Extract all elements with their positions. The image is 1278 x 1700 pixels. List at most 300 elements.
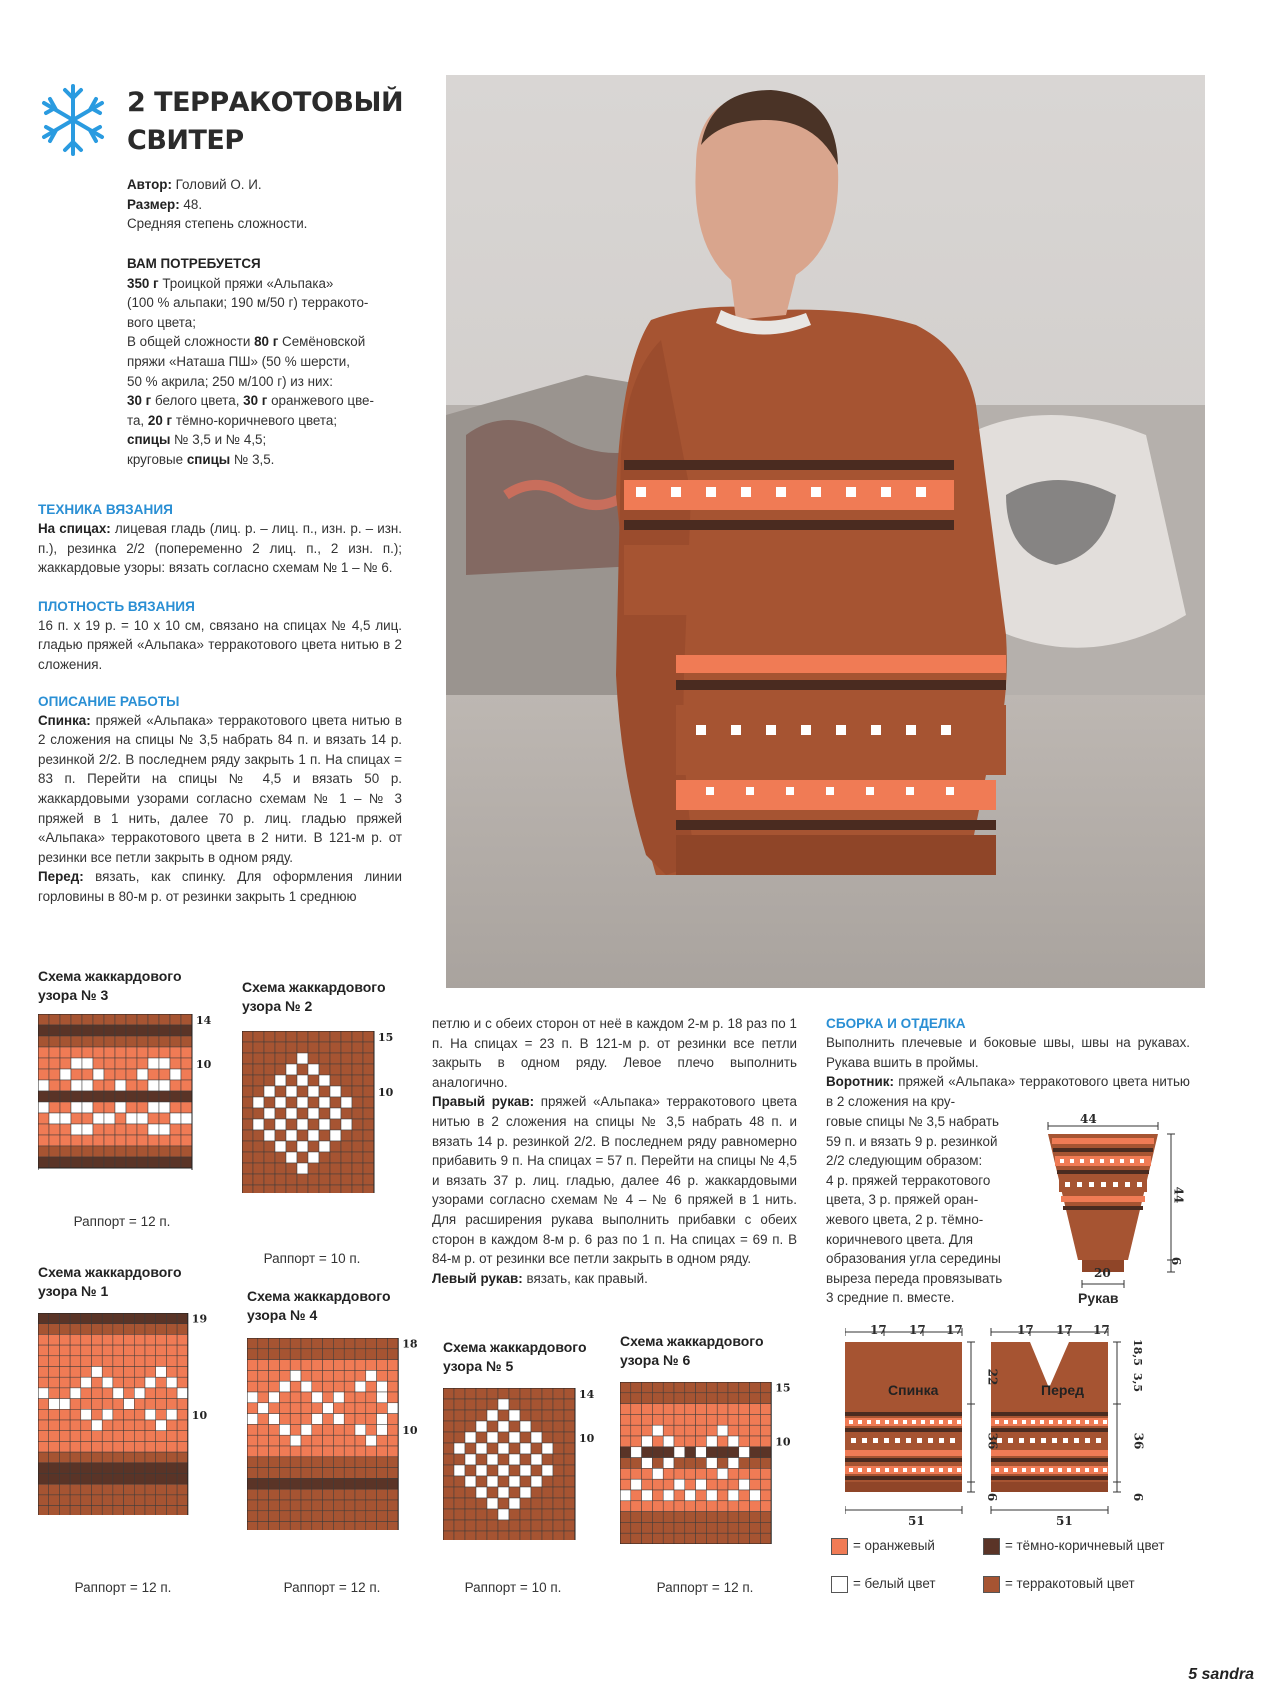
schematic-dot: [1031, 1468, 1035, 1472]
chart-cell: [71, 1025, 82, 1036]
chart-cell: [308, 1141, 319, 1152]
chart-cell: [166, 1356, 177, 1367]
chart-cell: [663, 1501, 674, 1512]
chart-cell: [352, 1097, 363, 1108]
chart-cell: [102, 1399, 113, 1410]
chart-cell: [542, 1399, 553, 1410]
chart-cell: [275, 1119, 286, 1130]
mat-line-3: вого цвета;: [127, 314, 196, 330]
schematic-dot: [876, 1420, 880, 1424]
chart-cell: [319, 1152, 330, 1163]
chart-cell: [387, 1478, 398, 1489]
schematic-dot: [903, 1420, 907, 1424]
schematic-dot: [1040, 1420, 1044, 1424]
chart-cell: [71, 1146, 82, 1157]
chart-cell: [181, 1058, 192, 1069]
schematic-band: [991, 1412, 1108, 1416]
page-number: 5 sandra: [1188, 1666, 1254, 1683]
chart-cell: [631, 1425, 642, 1436]
chart-cell: [126, 1113, 137, 1124]
chart-cell: [38, 1324, 49, 1335]
chart-cell: [279, 1349, 290, 1360]
chart-cell: [333, 1500, 344, 1511]
chart-cell: [642, 1490, 653, 1501]
chart-cell: [620, 1490, 631, 1501]
schematic-dot: [1031, 1420, 1035, 1424]
chart-cell: [275, 1174, 286, 1185]
chart-cell: [620, 1425, 631, 1436]
chart-cell: [275, 1185, 286, 1193]
chart-cell: [242, 1141, 253, 1152]
chart-cell: [487, 1465, 498, 1476]
chart-cell: [156, 1409, 167, 1420]
chart-cell: [297, 1064, 308, 1075]
chart-cell: [113, 1463, 124, 1474]
chart-cell: [531, 1388, 542, 1399]
chart-cell: [49, 1420, 60, 1431]
chart-cell: [706, 1522, 717, 1533]
chart-cell: [124, 1356, 135, 1367]
schematic-band: [845, 1458, 962, 1462]
chart-cell: [366, 1435, 377, 1446]
chart-cell: [286, 1031, 297, 1042]
chart-cell: [366, 1403, 377, 1414]
left-sleeve-label: Левый рукав:: [432, 1270, 523, 1286]
middle-column: [432, 1014, 797, 1288]
description-heading: ОПИСАНИЕ РАБОТЫ: [38, 693, 180, 709]
chart-cell: [177, 1441, 188, 1452]
chart-cell: [739, 1458, 750, 1469]
chart-cell: [264, 1097, 275, 1108]
chart-cell: [564, 1410, 575, 1421]
chart-cell: [113, 1484, 124, 1495]
chart-cell: [92, 1463, 103, 1474]
chart-cell: [279, 1457, 290, 1468]
chart-cell: [104, 1080, 115, 1091]
chart6-title-1: Схема жаккардового: [620, 1333, 764, 1349]
chart-cell: [279, 1370, 290, 1381]
chart-cell: [134, 1474, 145, 1485]
chart-cell: [104, 1091, 115, 1102]
chart-cell: [760, 1533, 771, 1544]
chart-cell: [102, 1367, 113, 1378]
chart-cell: [93, 1113, 104, 1124]
chart-cell: [476, 1531, 487, 1540]
chart-cell: [181, 1157, 192, 1168]
chart-cell: [264, 1185, 275, 1193]
chart-cell: [126, 1069, 137, 1080]
chart-cell: [253, 1075, 264, 1086]
chart-cell: [531, 1410, 542, 1421]
chart-cell: [476, 1388, 487, 1399]
chart-cell: [323, 1522, 334, 1530]
chart-cell: [323, 1392, 334, 1403]
chart-cell: [286, 1152, 297, 1163]
chart-cell: [145, 1409, 156, 1420]
chart-cell: [685, 1436, 696, 1447]
chart-cell: [170, 1102, 181, 1113]
schematic-dot: [1085, 1420, 1089, 1424]
chart-cell: [59, 1495, 70, 1506]
chart-cell: [159, 1091, 170, 1102]
chart-cell: [71, 1080, 82, 1091]
chart-cell: [308, 1185, 319, 1193]
chart-cell: [286, 1119, 297, 1130]
chart-cell: [159, 1146, 170, 1157]
chart-cell: [663, 1490, 674, 1501]
chart-cell: [387, 1446, 398, 1457]
chart-cell: [750, 1458, 761, 1469]
chart-cell: [341, 1042, 352, 1053]
chart-cell: [312, 1370, 323, 1381]
chart-cell: [387, 1489, 398, 1500]
chart-cell: [301, 1424, 312, 1435]
chart-cell: [631, 1479, 642, 1490]
chart-cell: [717, 1533, 728, 1544]
chart-cell: [542, 1465, 553, 1476]
chart-cell: [148, 1047, 159, 1058]
chart-cell: [290, 1424, 301, 1435]
chart-cell: [275, 1064, 286, 1075]
chart-cell: [166, 1334, 177, 1345]
chart-cell: [38, 1345, 49, 1356]
chart-cell: [59, 1441, 70, 1452]
chart-cell: [269, 1424, 280, 1435]
chart-cell: [652, 1404, 663, 1415]
chart-cell: [148, 1102, 159, 1113]
chart-cell: [60, 1058, 71, 1069]
chart-cell: [750, 1468, 761, 1479]
chart-cell: [652, 1468, 663, 1479]
chart-cell: [728, 1533, 739, 1544]
chart-cell: [104, 1102, 115, 1113]
chart-cell: [290, 1468, 301, 1479]
chart-cell: [341, 1075, 352, 1086]
chart-cell: [312, 1489, 323, 1500]
legend-darkbrown-swatch: [983, 1538, 1000, 1555]
chart-cell: [330, 1075, 341, 1086]
chart-cell: [81, 1495, 92, 1506]
chart-cell: [312, 1457, 323, 1468]
chart-cell: [279, 1414, 290, 1425]
chart-cell: [134, 1495, 145, 1506]
chart-cell: [102, 1463, 113, 1474]
chart-cell: [330, 1064, 341, 1075]
chart-cell: [663, 1404, 674, 1415]
chart-cell: [717, 1393, 728, 1404]
chart-cell: [269, 1468, 280, 1479]
chart-cell: [170, 1146, 181, 1157]
chart-cell: [553, 1498, 564, 1509]
collar-line: говые спицы № 3,5 набрать: [826, 1114, 1000, 1129]
left-sleeve-body: вязать, как правый.: [526, 1270, 648, 1286]
chart-cell: [663, 1512, 674, 1523]
sleeve-top-width: 44: [1080, 1112, 1097, 1126]
chart-cell: [620, 1414, 631, 1425]
chart-cell: [760, 1447, 771, 1458]
legend-terracotta: = терракотовый цвет: [1005, 1576, 1135, 1591]
chart-cell: [301, 1511, 312, 1522]
chart-cell: [81, 1334, 92, 1345]
chart-cell: [750, 1414, 761, 1425]
chart-cell: [739, 1533, 750, 1544]
front-body: вязать, как спинку. Для оформления линии горловины в 80-м р. от резинки закрыть 1 среднюю: [38, 869, 402, 904]
chart-cell: [156, 1420, 167, 1431]
chart-cell: [387, 1360, 398, 1371]
chart-cell: [253, 1163, 264, 1174]
chart-cell: [159, 1080, 170, 1091]
chart-cell: [454, 1509, 465, 1520]
chart-cell: [750, 1522, 761, 1533]
chart-cell: [520, 1520, 531, 1531]
chart-cell: [60, 1036, 71, 1047]
chart-cell: [344, 1403, 355, 1414]
chart-cell: [443, 1487, 454, 1498]
chart-cell: [264, 1053, 275, 1064]
chart-cell: [323, 1381, 334, 1392]
chart-cell: [323, 1446, 334, 1457]
chart-cell: [363, 1185, 374, 1193]
chart-cell: [739, 1490, 750, 1501]
chart-cell: [301, 1468, 312, 1479]
chart-cell: [706, 1468, 717, 1479]
chart-cell: [696, 1458, 707, 1469]
chart-cell: [82, 1113, 93, 1124]
chart-cell: [476, 1421, 487, 1432]
schematic-dot: [957, 1468, 961, 1472]
chart4-title-2: узора № 4: [247, 1307, 318, 1323]
chart-cell: [487, 1531, 498, 1540]
chart-cell: [564, 1399, 575, 1410]
chart-cell: [333, 1338, 344, 1349]
schematic-dot: [895, 1438, 900, 1443]
chart-cell: [92, 1345, 103, 1356]
chart-cell: [301, 1500, 312, 1511]
chart-cell: [82, 1058, 93, 1069]
chart-cell: [81, 1367, 92, 1378]
chart-cell: [706, 1501, 717, 1512]
chart-cell: [290, 1338, 301, 1349]
chart-cell: [177, 1388, 188, 1399]
chart-cell: [301, 1403, 312, 1414]
chart-cell: [177, 1345, 188, 1356]
chart-cell: [308, 1163, 319, 1174]
schematic-dot: [939, 1468, 943, 1472]
chart-cell: [124, 1431, 135, 1442]
chart-cell: [344, 1457, 355, 1468]
chart-cell: [275, 1086, 286, 1097]
chart-cell: [102, 1420, 113, 1431]
chart-cell: [465, 1509, 476, 1520]
chart-cell: [454, 1410, 465, 1421]
chart-cell: [181, 1135, 192, 1146]
chart-cell: [92, 1356, 103, 1367]
chart-cell: [319, 1097, 330, 1108]
chart-cell: [319, 1042, 330, 1053]
chart-cell: [92, 1324, 103, 1335]
chart-cell: [344, 1478, 355, 1489]
chart-cell: [341, 1097, 352, 1108]
chart-cell: [387, 1511, 398, 1522]
chart-cell: [312, 1446, 323, 1457]
chart-cell: [137, 1146, 148, 1157]
chart-cell: [92, 1399, 103, 1410]
chart-cell: [330, 1174, 341, 1185]
chart-cell: [49, 1102, 60, 1113]
chart-cell: [126, 1080, 137, 1091]
chart-cell: [124, 1506, 135, 1515]
chart-cell: [181, 1124, 192, 1135]
chart-cell: [290, 1381, 301, 1392]
chart-cell: [760, 1425, 771, 1436]
chart-cell: [38, 1036, 49, 1047]
chart-cell: [312, 1424, 323, 1435]
chart-cell: [166, 1506, 177, 1515]
chart-cell: [465, 1487, 476, 1498]
chart-cell: [520, 1531, 531, 1540]
chart-cell: [115, 1124, 126, 1135]
chart-cell: [159, 1014, 170, 1025]
title-line-2: СВИТЕР: [127, 125, 244, 156]
chart-cell: [60, 1124, 71, 1135]
schematic-dot: [1096, 1438, 1101, 1443]
schematic-dot: [1041, 1438, 1046, 1443]
chart-cell: [366, 1489, 377, 1500]
chart-cell: [366, 1381, 377, 1392]
chart-cell: [290, 1489, 301, 1500]
chart-cell: [760, 1404, 771, 1415]
chart-cell: [620, 1501, 631, 1512]
chart-cell: [170, 1036, 181, 1047]
chart-cell: [145, 1399, 156, 1410]
chart-cell: [59, 1313, 70, 1324]
chart-cell: [454, 1399, 465, 1410]
chart-cell: [476, 1487, 487, 1498]
chart-cell: [170, 1025, 181, 1036]
chart-cell: [81, 1474, 92, 1485]
chart-cell: [70, 1367, 81, 1378]
chart-cell: [355, 1500, 366, 1511]
chart-cell: [366, 1349, 377, 1360]
chart-cell: [177, 1367, 188, 1378]
chart-cell: [134, 1441, 145, 1452]
front-w2: 17: [1056, 1323, 1073, 1337]
chart-cell: [166, 1420, 177, 1431]
chart-cell: [674, 1404, 685, 1415]
chart-cell: [564, 1476, 575, 1487]
back-w2: 17: [909, 1323, 926, 1337]
chart-cell: [465, 1432, 476, 1443]
chart-cell: [59, 1452, 70, 1463]
chart1-title: [38, 1263, 182, 1301]
chart-cell: [124, 1388, 135, 1399]
chart-cell: [137, 1157, 148, 1168]
chart-cell: [363, 1163, 374, 1174]
chart-cell: [465, 1476, 476, 1487]
chart-cell: [333, 1489, 344, 1500]
chart-cell: [290, 1403, 301, 1414]
chart-cell: [166, 1345, 177, 1356]
chart-cell: [352, 1185, 363, 1193]
chart-cell: [308, 1130, 319, 1141]
chart-cell: [81, 1409, 92, 1420]
chart-cell: [92, 1367, 103, 1378]
chart-cell: [49, 1452, 60, 1463]
schematic-dot: [885, 1420, 889, 1424]
chart-cell: [113, 1420, 124, 1431]
chart-cell: [750, 1501, 761, 1512]
front-continued: петлю и с обеих сторон от неё в каждом 2-м р. 18 раз по 1 п. На спицах = 23 п. В 121-м р. от резинки все петли закрыть в одном ряду. Левое плечо выполнить аналогично.: [432, 1016, 797, 1090]
chart-cell: [620, 1522, 631, 1533]
chart-cell: [279, 1446, 290, 1457]
chart-cell: [166, 1431, 177, 1442]
assembly-text: Выполнить плечевые и боковые швы, швы на рукавах. Рукава вшить в проймы.: [826, 1035, 1190, 1070]
chart-cell: [706, 1447, 717, 1458]
chart-cell: [124, 1452, 135, 1463]
chart-cell: [487, 1432, 498, 1443]
chart-cell: [81, 1441, 92, 1452]
chart-cell: [663, 1468, 674, 1479]
chart-cell: [487, 1487, 498, 1498]
chart-cell: [366, 1360, 377, 1371]
legend-terracotta-swatch: [983, 1576, 1000, 1593]
schematic-dot: [876, 1468, 880, 1472]
chart-cell: [642, 1501, 653, 1512]
chart-cell: [301, 1457, 312, 1468]
chart-cell: [498, 1476, 509, 1487]
mat-amount-7c: 30 г: [243, 393, 268, 409]
chart-cell: [509, 1465, 520, 1476]
chart-cell: [290, 1500, 301, 1511]
chart-cell: [124, 1495, 135, 1506]
chart-cell: [308, 1119, 319, 1130]
chart-cell: [333, 1414, 344, 1425]
chart-cell: [443, 1509, 454, 1520]
chart-cell: [38, 1399, 49, 1410]
chart-cell: [59, 1345, 70, 1356]
chart-cell: [264, 1086, 275, 1097]
chart-cell: [145, 1452, 156, 1463]
chart-cell: [553, 1443, 564, 1454]
chart-cell: [49, 1388, 60, 1399]
chart-cell: [631, 1436, 642, 1447]
chart-cell: [531, 1465, 542, 1476]
chart-cell: [531, 1399, 542, 1410]
chart-cell: [137, 1102, 148, 1113]
chart-cell: [247, 1478, 258, 1489]
chart-cell: [685, 1382, 696, 1393]
chart-cell: [341, 1108, 352, 1119]
chart-cell: [159, 1113, 170, 1124]
chart-cell: [290, 1360, 301, 1371]
chart-cell: [323, 1511, 334, 1522]
chart-cell: [341, 1086, 352, 1097]
chart-cell: [696, 1490, 707, 1501]
chart-cell: [333, 1403, 344, 1414]
chart-cell: [59, 1420, 70, 1431]
chart-cell: [454, 1476, 465, 1487]
chart-cell: [642, 1512, 653, 1523]
chart-cell: [297, 1130, 308, 1141]
mat-needles-label: спицы: [127, 432, 171, 448]
chart-cell: [258, 1349, 269, 1360]
mat-line-7b: белого цвета,: [154, 393, 240, 409]
chart-cell: [159, 1047, 170, 1058]
schematic-dot: [948, 1420, 952, 1424]
chart-cell: [366, 1414, 377, 1425]
schematic-dot: [1103, 1420, 1107, 1424]
schematic-dot: [1022, 1468, 1026, 1472]
